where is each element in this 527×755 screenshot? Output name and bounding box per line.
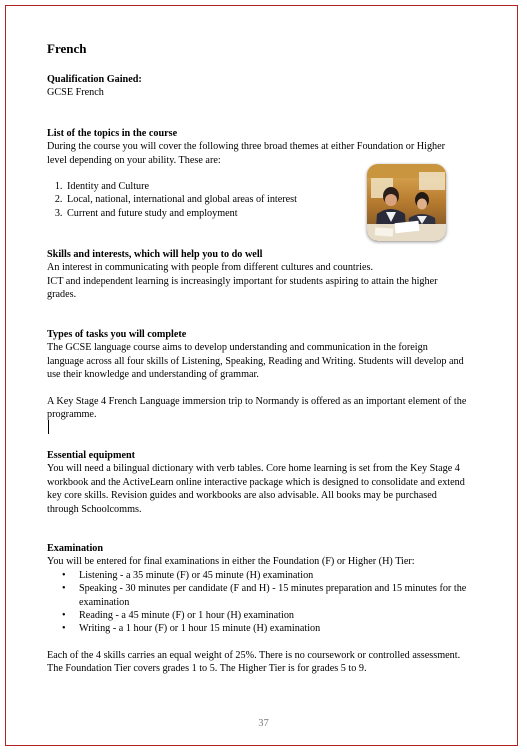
examination-intro: You will be entered for final examinations in either the Foundation (F) or Higher (H) Tier: bbox=[47, 556, 415, 568]
examination-section bbox=[47, 542, 467, 676]
list-item: 2. Local, national, international and global areas of interest bbox=[65, 193, 367, 206]
topics-intro: During the course you will cover the following three broad themes at either Foundation or Higher level depending on your ability. These are: bbox=[47, 141, 446, 166]
tasks-paragraph-1: The GCSE language course aims to develop understanding and communication in the foreign language across all four skills of Listening, Speaking, Reading and Writing. Students will develop and use their knowledge and understanding of grammar. bbox=[47, 342, 464, 381]
tasks-paragraph-2: A Key Stage 4 French Language immersion trip to Normandy is offered as an important element of the programme. bbox=[47, 395, 467, 421]
tasks-heading: Types of tasks you will complete bbox=[47, 329, 187, 340]
examination-heading: Examination bbox=[47, 543, 104, 554]
examination-closing: Each of the 4 skills carries an equal weight of 25%. There is no coursework or controlled assessment. The Foundation Tier covers grades 1 to 5. The Higher Tier is for grades 5 to 9. bbox=[47, 649, 461, 675]
skills-line-1: An interest in communicating with people from different cultures and countries. bbox=[47, 262, 374, 274]
skills-line-2: ICT and independent learning is increasingly important for students aspiring to attain the higher grades. bbox=[47, 275, 438, 301]
equipment-heading: Essential equipment bbox=[47, 450, 136, 461]
equipment-section bbox=[47, 449, 467, 516]
topics-list bbox=[47, 180, 367, 220]
skills-heading: Skills and interests, which will help you to do well bbox=[47, 249, 263, 260]
tasks-section bbox=[47, 328, 467, 421]
topics-list-section bbox=[47, 180, 367, 220]
page-title: French bbox=[47, 41, 87, 56]
topics-section bbox=[47, 127, 467, 167]
qualification-heading: Qualification Gained: bbox=[47, 74, 142, 85]
page-number: 37 bbox=[258, 718, 269, 729]
list-item: • Reading - a 45 minute (F) or 1 hour (H) examination bbox=[79, 609, 467, 622]
list-item: • Writing - a 1 hour (F) or 1 hour 15 minute (H) examination bbox=[79, 622, 467, 635]
qualification-value: GCSE French bbox=[47, 87, 104, 99]
list-item: 3. Current and future study and employment bbox=[65, 207, 367, 220]
examination-list bbox=[47, 569, 467, 636]
list-item: • Listening - a 35 minute (F) or 45 minute (H) examination bbox=[79, 569, 467, 582]
list-item: • Speaking - 30 minutes per candidate (F and H) - 15 minutes preparation and 15 minutes for the examination bbox=[79, 582, 467, 609]
list-item: 1. Identity and Culture bbox=[65, 180, 367, 193]
equipment-text: You will need a bilingual dictionary with verb tables. Core home learning is set from the Key Stage 4 workbook and the ActiveLearn online interactive package which is designed to consolidate and extend key core skills. Revision guides and workbooks are also advisable. All books may be purchased through Schoolcomms. bbox=[47, 463, 465, 515]
skills-section bbox=[47, 248, 467, 302]
topics-heading: List of the topics in the course bbox=[47, 128, 178, 139]
qualification-section bbox=[47, 73, 467, 100]
text-cursor bbox=[48, 420, 49, 434]
classroom-photo bbox=[367, 164, 446, 241]
